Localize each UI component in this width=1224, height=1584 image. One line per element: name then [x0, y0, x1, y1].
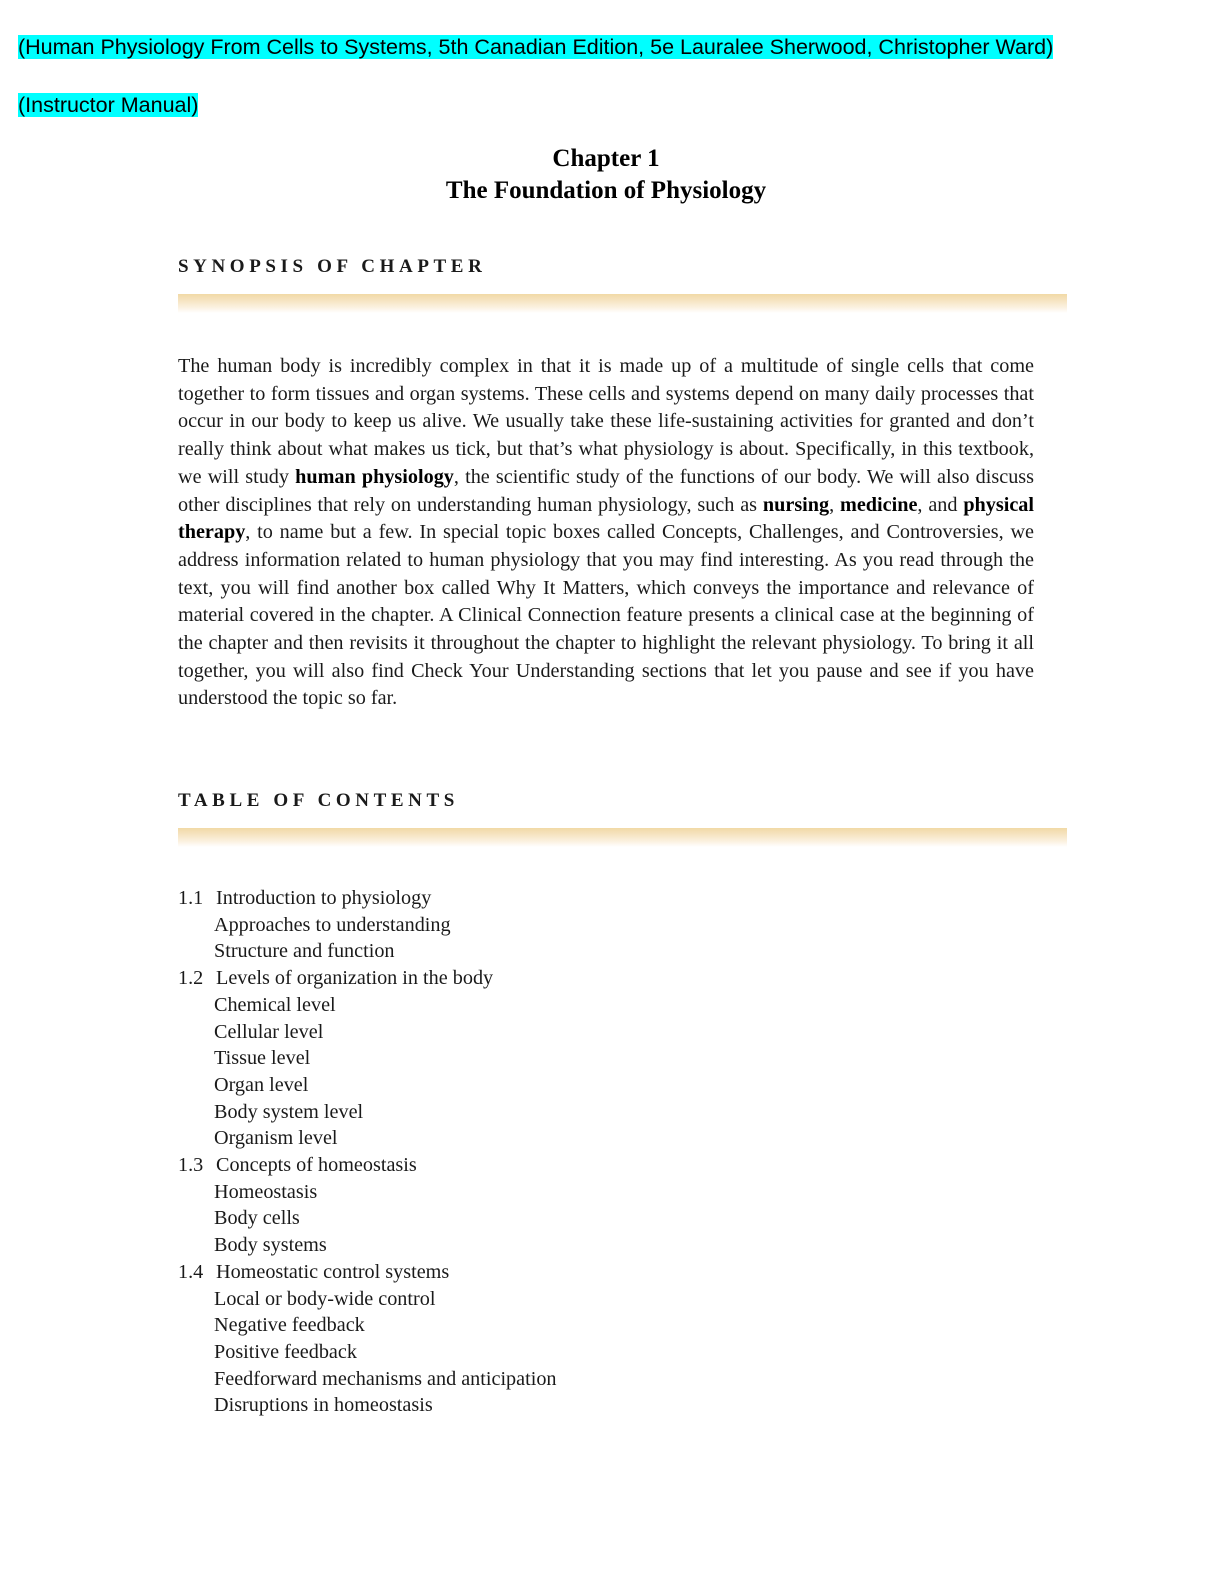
manual-type-highlight: (Instructor Manual): [18, 93, 199, 117]
toc-section-title: Homeostatic control systems: [216, 1260, 450, 1283]
synopsis-text-1: The human body is incredibly complex in that it is made up of a multitude of single cells that come together to form tissues and organ systems. These cells and systems depend on many daily processes that occur in our body to keep us alive. We usually take these life-sustaining activities for granted and don’t really think about what makes us tick, but that’s what physiology is about. Specifically, in this textbook, we will study: [178, 355, 1034, 488]
toc-section-title: Concepts of homeostasis: [216, 1154, 417, 1177]
synopsis-text-5: , to name but a few. In special topic boxes called Concepts, Challenges, and Controversies, we address information related to human physiology that you may find interesting. As you read through the text, you will find another box called Why It Matters, which conveys the importance and relevance of material covered in the chapter. A Clinical Connection feature presents a clinical case at the beginning of the chapter and then revisits it throughout the chapter to highlight the relevant physiology. To bring it all together, you will also find Check Your Understanding sections that let you pause and see if you have understood the topic so far.: [178, 521, 1034, 710]
term-human-physiology: human physiology: [295, 465, 454, 488]
toc-subitem: Approaches to understanding: [214, 913, 451, 936]
synopsis-text-3: ,: [829, 493, 841, 516]
toc-subitem: Body system level: [214, 1100, 364, 1123]
toc-subitem: Tissue level: [214, 1047, 311, 1070]
toc-section-3: [178, 1152, 557, 1179]
synopsis-text-4: , and: [917, 493, 964, 516]
term-medicine: medicine: [840, 493, 918, 516]
toc-section-number: 1.3: [178, 1154, 204, 1177]
toc-section-number: 1.1: [178, 887, 204, 909]
toc-subitem: Body cells: [214, 1207, 300, 1230]
toc-section-2: [178, 965, 557, 992]
book-title-highlight: (Human Physiology From Cells to Systems, 5th Canadian Edition, 5e Lauralee Sherwood, Christopher Ward): [18, 35, 1054, 59]
synopsis-text-2: , the scientific study of the functions of our body. We will also discuss other disciplines that rely on understanding human physiology, such as: [178, 465, 1034, 516]
toc-section-number: 1.4: [178, 1260, 204, 1283]
term-physical-therapy: physical therapy: [178, 493, 1035, 544]
toc-divider: [178, 828, 1067, 847]
synopsis-divider: [178, 294, 1067, 313]
synopsis-paragraph: [178, 353, 1034, 713]
toc-section-number: 1.2: [178, 967, 204, 990]
chapter-heading: [0, 143, 1212, 207]
toc-section-4: [178, 1259, 557, 1286]
toc-section-title: Levels of organization in the body: [216, 967, 494, 990]
toc-subitem: Body systems: [214, 1234, 327, 1257]
toc-subitem: Positive feedback: [214, 1340, 357, 1363]
manual-type-banner: [18, 92, 198, 118]
toc-heading: TABLE OF CONTENTS: [178, 790, 459, 811]
toc-section-title: Introduction to physiology: [216, 887, 432, 909]
toc-subitem: Cellular level: [214, 1020, 324, 1043]
synopsis-heading: SYNOPSIS OF CHAPTER: [178, 256, 487, 277]
toc-subitem: Homeostasis: [214, 1180, 318, 1203]
toc-subitem: Chemical level: [214, 993, 336, 1016]
toc-subitem: Organ level: [214, 1073, 309, 1096]
chapter-number: Chapter 1: [552, 145, 660, 172]
toc-subitem: Feedforward mechanisms and anticipation: [214, 1367, 557, 1390]
toc-subitem: Negative feedback: [214, 1314, 365, 1337]
toc-subitem: Disruptions in homeostasis: [214, 1394, 433, 1417]
toc-subitem: Organism level: [214, 1127, 338, 1150]
toc-section-1: [178, 885, 557, 912]
chapter-title: The Foundation of Physiology: [445, 177, 767, 204]
toc-subitem: Structure and function: [214, 940, 395, 963]
toc-subitem: Local or body-wide control: [214, 1287, 436, 1310]
book-title-banner: [18, 34, 1053, 60]
table-of-contents: [178, 885, 557, 1419]
term-nursing: nursing: [762, 493, 830, 516]
